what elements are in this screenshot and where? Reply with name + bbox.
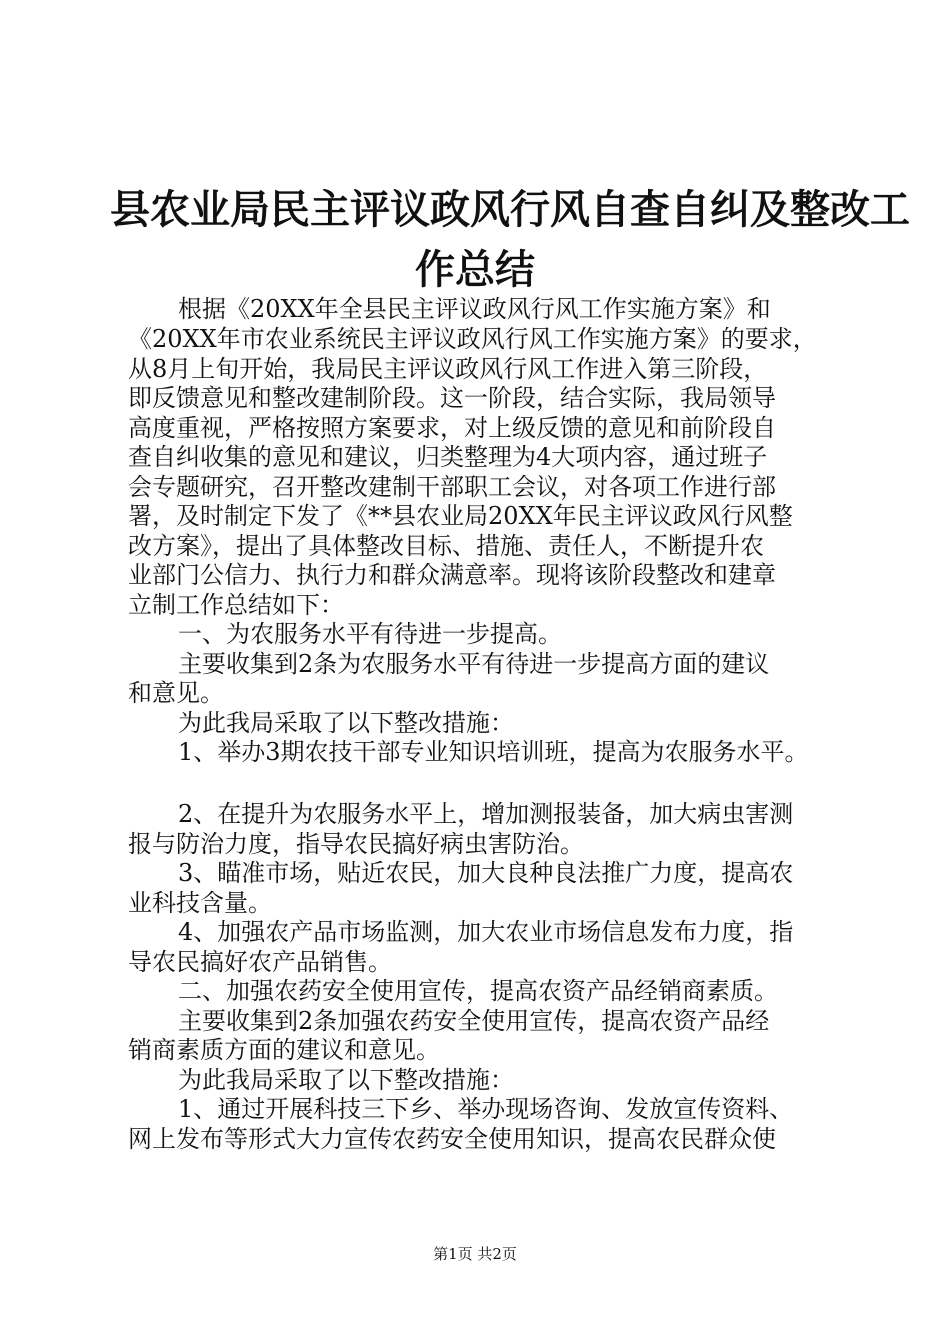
list-item: 3、瞄准市场，贴近农民，加大良种良法推广力度，提高农 [178,859,794,887]
paragraph-line: 主要收集到2条加强农药安全使用宣传，提高农资产品经 [178,1007,770,1035]
paragraph-line: 销商素质方面的建议和意见。 [128,1036,440,1064]
paragraph-line: 导农民搞好农产品销售。 [128,948,392,976]
paragraph-line: 署，及时制定下发了《**县农业局20XX年民主评议政风行风整 [128,502,793,530]
paragraph-line: 会专题研究，召开整改建制干部职工会议，对各项工作进行部 [128,473,776,501]
paragraph-line: 为此我局采取了以下整改措施： [178,709,514,737]
paragraph-line: 《20XX年市农业系统民主评议政风行风工作实施方案》的要求， [128,325,817,353]
section-heading: 一、为农服务水平有待进一步提高。 [178,620,562,648]
paragraph-line: 报与防治力度，指导农民搞好病虫害防治。 [128,830,584,858]
paragraph-line: 高度重视，严格按照方案要求，对上级反馈的意见和前阶段自 [128,414,776,442]
paragraph-line: 为此我局采取了以下整改措施： [178,1066,514,1094]
page-footer: 第1页 共2页 [433,1245,517,1263]
paragraph-line: 主要收集到2条为农服务水平有待进一步提高方面的建议 [178,650,770,678]
list-item: 1、举办3期农技干部专业知识培训班，提高为农服务水平。 [178,738,809,766]
paragraph-line: 和意见。 [128,679,224,707]
paragraph-line: 查自纠收集的意见和建议，归类整理为4大项内容，通过班子 [128,443,768,471]
paragraph-line: 即反馈意见和整改建制阶段。这一阶段，结合实际，我局领导 [128,384,776,412]
list-item: 2、在提升为农服务水平上，增加测报装备，加大病虫害测 [178,800,794,828]
paragraph-line: 业部门公信力、执行力和群众满意率。现将该阶段整改和建章 [128,561,776,589]
document-title-line-1: 县农业局民主评议政风行风自查自纠及整改工 [110,187,910,233]
list-item: 4、加强农产品市场监测，加大农业市场信息发布力度，指 [178,918,794,946]
paragraph-line: 改方案》，提出了具体整改目标、措施、责任人，不断提升农 [128,532,764,560]
document-title-line-2: 作总结 [415,247,535,293]
section-heading: 二、加强农药安全使用宣传，提高农资产品经销商素质。 [178,977,778,1005]
paragraph-line: 网上发布等形式大力宣传农药安全使用知识，提高农民群众使 [128,1125,776,1153]
paragraph-line: 根据《20XX年全县民主评议政风行风工作实施方案》和 [178,295,771,323]
list-item: 1、通过开展科技三下乡、举办现场咨询、发放宣传资料、 [178,1095,794,1123]
paragraph-line: 立制工作总结如下： [128,591,344,619]
paragraph-line: 从8月上旬开始，我局民主评议政风行风工作进入第三阶段， [128,355,768,383]
paragraph-line: 业科技含量。 [128,889,272,917]
